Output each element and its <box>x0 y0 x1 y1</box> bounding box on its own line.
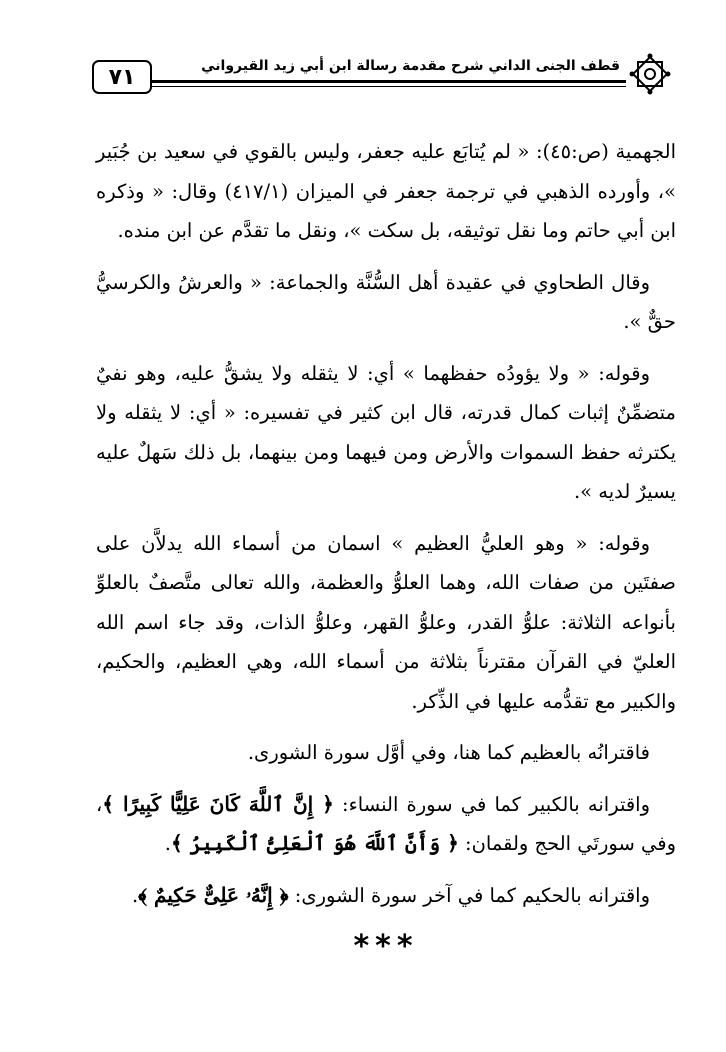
page-number-box <box>92 60 152 94</box>
hakim-prefix: واقترانه بالحكيم كما في آخر سورة الشورى: <box>288 883 650 907</box>
section-separator: *** <box>353 929 419 964</box>
paragraph-aliyy-azim: وقوله: « وهو العليُّ العظيم » اسمان من أسماء الله يدلاَّن على صفتَين من صفات الله، وهما العلوُّ والعظمة، والله تعالى متَّصفٌ بالعلوِّ بأنواعه الثلاثة: علوُّ القدر، وعلوُّ القهر، وعلوُّ الذات، وقد جاء اسم الله العليّ في القرآن مقترناً بثلاثة من أسماء الله، وهي العظيم، والحكيم، والكبير مع تقدُّمه عليها في الذِّكر. <box>96 531 676 713</box>
header-rule-thin <box>152 86 626 87</box>
page-header <box>92 52 672 102</box>
paragraph-jahmiyya: الجهمية (ص:٤٥): « لم يُتابَع عليه جعفر، وليس بالقوي في سعيد بن جُبَير »، وأورده الذهبي في ترجمة جعفر في الميزان (٤١٧/١) وقال: « وذكره ابن أبي حاتم وما نقل توثيقه، بل سكت »، ونقل ما تقدَّم عن ابن منده. <box>96 140 676 242</box>
paragraph-tahawi: وقال الطحاوي في عقيدة أهل السُّنَّة والجماعة: « والعرشُ والكرسيُّ حقٌّ ». <box>96 270 676 333</box>
quran-verse-hajj-luqman: ﴿ وَأَنَّ ٱللَّهَ هُوَ ٱلْعَلِىُّ ٱلْكَبِيرُ ﴾ <box>170 831 459 855</box>
quran-verse-shura: ﴿ إِنَّهُۥ عَلِىٌّ حَكِيمٌ ﴾ <box>138 882 289 907</box>
page-number: ٧١ <box>108 64 136 90</box>
hakim-end: . <box>131 883 139 907</box>
kabir-prefix: واقترانه بالكبير كما في سورة النساء: <box>333 792 650 816</box>
eight-point-star-flower-icon <box>628 52 672 96</box>
kabir-mid: ، وفي سورتَي الحج ولقمان: <box>96 792 676 855</box>
kabir-end: . <box>164 832 171 855</box>
paragraph-azim-pairing: فاقترانُه بالعظيم كما هنا، وفي أوَّل سورة الشورى. <box>247 741 650 764</box>
paragraph-hifzuhuma: وقوله: « ولا يؤودُه حفظهما » أي: لا يثقله ولا يشقُّ عليه، وهو نفيٌ متضمِّنٌ إثبات كمال قدرته، قال ابن كثير في تفسيره: « أي: لا يثقله ولا يكترثه حفظ السموات والأرض ومن فيهما ومن بينهما، بل ذلك سَهلٌ عليه يسيرٌ لديه ». <box>96 361 676 503</box>
header-rule-thick <box>152 80 626 83</box>
page-body <box>96 132 676 967</box>
book-title: قطف الجنى الداني شرح مقدمة رسالة ابن أبي زيد القيرواني <box>201 58 620 74</box>
quran-verse-nisa: ﴿ إِنَّ ٱللَّهَ كَانَ عَلِيًّا كَبِيرًا ﴾ <box>102 791 334 816</box>
paragraph-hakim-pairing <box>96 876 676 916</box>
paragraph-kabir-pairing <box>96 785 676 864</box>
